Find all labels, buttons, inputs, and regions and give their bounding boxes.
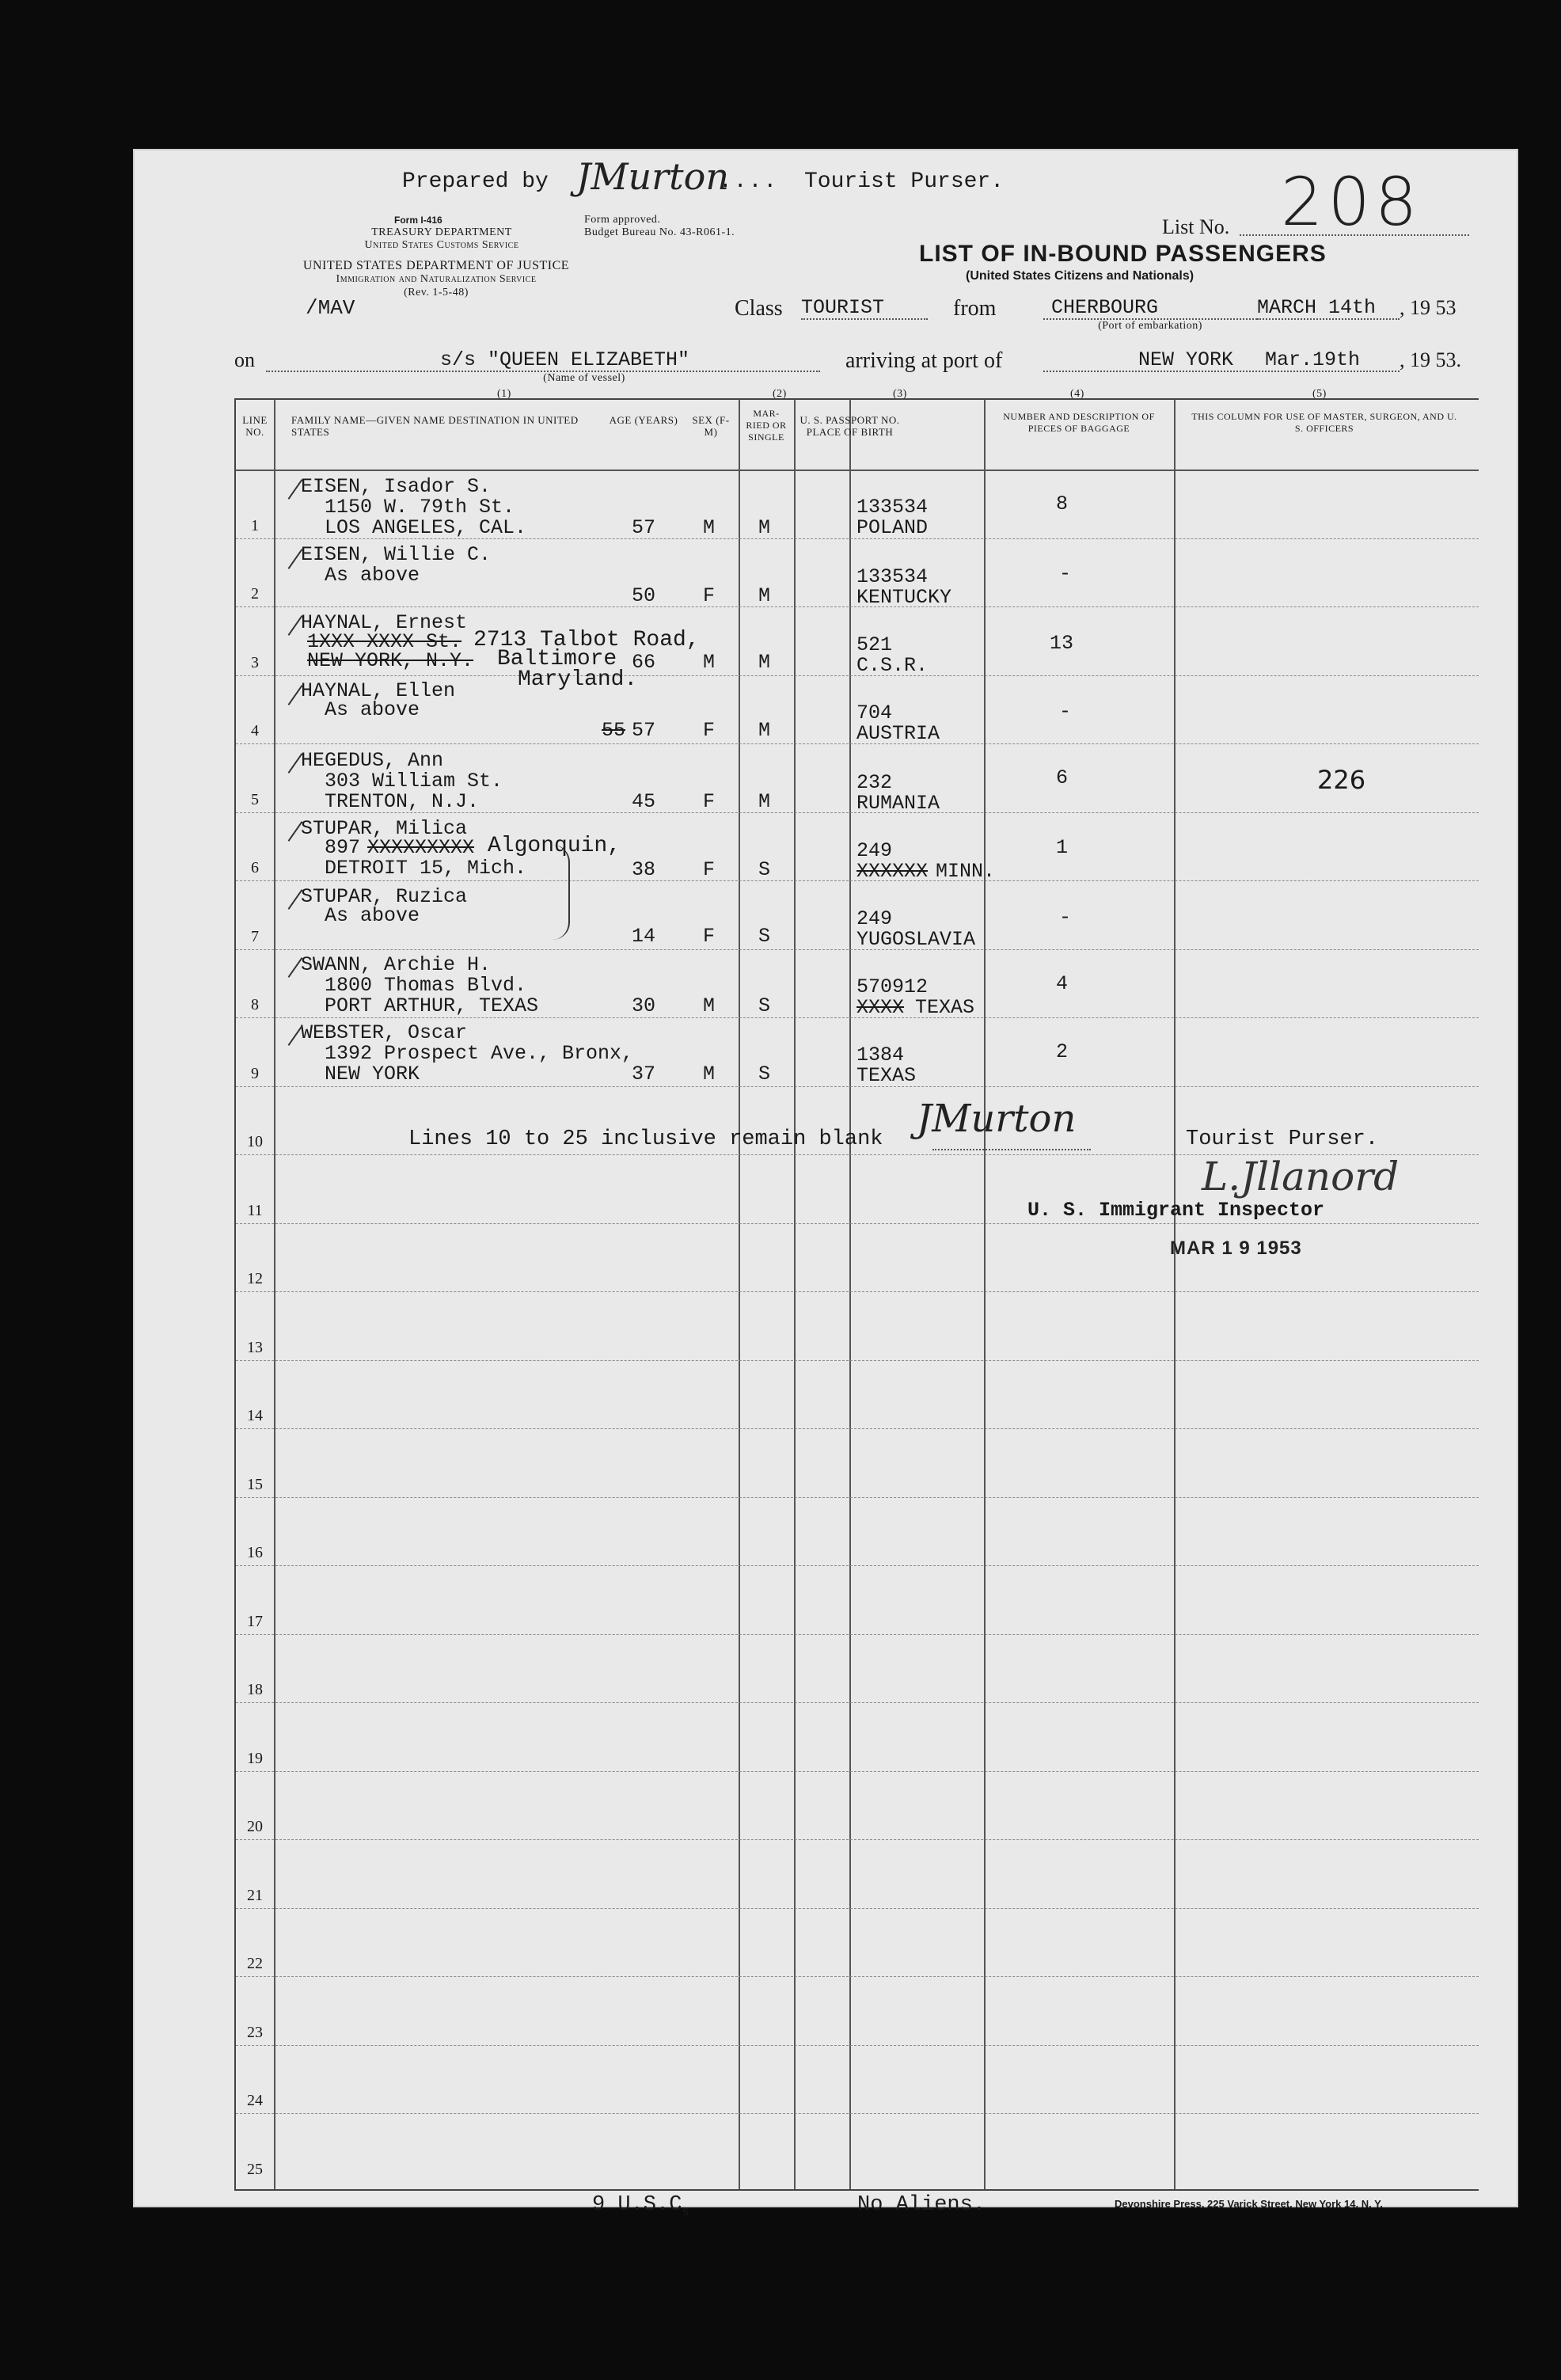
on-label: on xyxy=(234,348,255,371)
struck-address: NEW YORK, N.Y. xyxy=(307,649,474,672)
passenger-address: LOS ANGELES, CAL. xyxy=(325,516,527,539)
passport-number: 249 xyxy=(856,907,893,930)
passenger-sex: M xyxy=(703,516,716,539)
arriving-label: arriving at port of xyxy=(845,348,1003,373)
birthplace: POLAND xyxy=(856,516,929,539)
col-header-sex: SEX (F-M) xyxy=(692,414,730,438)
baggage-count: 8 xyxy=(1056,492,1069,515)
birthplace: YUGOSLAVIA xyxy=(856,928,976,951)
departure-year: , 19 53 xyxy=(1400,296,1457,319)
treasury-label: TREASURY DEPARTMENT xyxy=(371,226,512,238)
list-number: 208 xyxy=(1281,163,1422,241)
bracket-mark xyxy=(553,845,570,940)
manifest-page: Prepared by JMurton .... Tourist Purser. Form I-416 TREASURY DEPARTMENT United States Customs Service UNITED STATES DEPARTMENT OF JUSTICE Immigration and Naturalization Service (Rev. 1-5-48) /MAV Form approved. Budget Bureau No. 43-R061-1. List No. 208 LIST OF IN-BOUND PASSENGERS (United States Citizens and Nationals) Class TOURIST from CHERBOURG (Port of embarkation) MARCH 14th , 19 53 on s/s "QUEEN ELIZABETH" (Name of vessel) arriving at port of NEW YORK Mar.19th , 19 53. (1) (2) (3) (4) (5) LINE NO. FAMILY NAME—GIVEN NAME DESTINATION IN UNITED STATES AGE (YEARS) SEX (F-M) MAR- RIED OR SINGLE U. S. PASSPORT NO. PLACE OF BIRTH NUMBER AND DESCRIPTION OF PIECES OF BAGGAGE THIS COLUMN FOR USE OF MASTER, SURGEON, AND U. S. OFFICERS 1 2 3 4 5 6 7 8 9 10 11 12 13 14 15 16 17 18 19 20 21 22 23 24 25 EISEN, Isador S. 1150 W. 79th St. LOS ANGELES, CAL. 57 M M 133534 POLAND 8 EISEN, Willie C. As above 50 F M 133534 KENTUCKY - HAYNAL, Ernest 1XXX XXXX St. 2713 Talbot Road, NEW YORK, N.Y. Baltimore Maryland. 66 M M 521 C.S.R. 13 HAYNAL, Ellen As above 55 57 F M 704 AUSTRIA - HEGEDUS, Ann 303 William St. TRENTON, N.J. 45 F M 232 RUMANIA 6 226 STUPAR, Milica 897 XXXXXXXXX Algonquin, DETROIT 15, Mich. 38 F S 249 XXXXXX MINN. 1 STUPAR, Ruzica As above 14 F S 249 YUGOSLAVIA - SWANN, Archie H. 1800 Thomas Blvd. PORT ARTHUR, TEXAS 30 M S 570912 XXXX TEXAS 4 WEBSTER, Oscar 1392 Prospect Ave., Bronx, NEW YORK 37 M S 1384 TEXAS 2 Lines 10 to 25 inclusive remain blank JMurton Tourist Purser. L.Jllanord U. S. Immigrant Inspector MAR 1 9 1953 9 $U.S.C_s$ No Aliens. Devonshire Press, 225 Varick Street, New York 14, N. Y. xyxy=(133,149,1518,2207)
passenger-address: As above xyxy=(325,698,420,721)
passenger-address: NEW YORK xyxy=(325,1063,420,1085)
passenger-address: As above xyxy=(325,564,420,587)
passenger-address: 303 William St. xyxy=(325,770,503,793)
manifest-title: LIST OF IN-BOUND PASSENGERS xyxy=(919,241,1327,267)
col-num-4: (4) xyxy=(1070,388,1084,400)
arrival-port: NEW YORK xyxy=(1138,348,1234,371)
birthplace: AUSTRIA xyxy=(856,722,940,745)
passenger-age: 57 xyxy=(632,719,656,742)
line-number: 3 xyxy=(251,654,259,671)
port-of-embarkation: CHERBOURG xyxy=(1051,296,1159,319)
passenger-address: Maryland. xyxy=(518,667,638,692)
passenger-sex: F xyxy=(703,584,716,607)
col-header-married: MAR- RIED OR SINGLE xyxy=(746,408,787,443)
no-aliens-note: No Aliens. xyxy=(857,2193,986,2217)
line-number: 16 xyxy=(247,1544,263,1561)
passenger-age: 37 xyxy=(632,1063,656,1085)
passenger-name: EISEN, Willie C. xyxy=(301,543,492,566)
line-number: 11 xyxy=(247,1202,263,1219)
uscs-label: 9 $U.S.C_s$ xyxy=(592,2193,690,2219)
passenger-name: WEBSTER, Oscar xyxy=(301,1021,468,1044)
initials: /MAV xyxy=(306,296,355,320)
closing-purser-signature: JMurton xyxy=(917,1097,1077,1141)
passenger-name: STUPAR, Ruzica xyxy=(301,885,468,908)
passenger-name: HAYNAL, Ellen xyxy=(301,679,456,702)
ins-label: Immigration and Naturalization Service xyxy=(336,273,537,285)
printer-credit: Devonshire Press, 225 Varick Street, New York 14, N. Y. xyxy=(1115,2198,1383,2210)
passenger-table xyxy=(234,398,1479,2191)
vessel-name: s/s "QUEEN ELIZABETH" xyxy=(440,348,690,371)
customs-label: United States Customs Service xyxy=(364,239,519,251)
birthplace: TEXAS xyxy=(856,1064,917,1087)
passenger-marital: S xyxy=(758,1063,771,1085)
class-label: Class xyxy=(735,296,783,321)
passenger-age: 50 xyxy=(632,584,656,607)
passport-number: 232 xyxy=(856,771,893,794)
arrival-year: , 19 53. xyxy=(1400,348,1461,371)
struck-birthplace: XXXX xyxy=(856,996,905,1019)
passenger-marital: S xyxy=(758,994,771,1017)
baggage-count: 2 xyxy=(1056,1040,1069,1063)
passport-number: 133534 xyxy=(856,565,929,588)
passenger-address: DETROIT 15, Mich. xyxy=(325,857,527,880)
purser-signature: JMurton xyxy=(576,155,729,198)
col-header-name: FAMILY NAME—GIVEN NAME DESTINATION IN UNITED STATES xyxy=(291,414,579,438)
col-header-passport: U. S. PASSPORT NO. PLACE OF BIRTH xyxy=(799,414,900,438)
passport-number: 133534 xyxy=(856,496,929,519)
passenger-address: Baltimore xyxy=(497,647,617,671)
struck-age: 55 xyxy=(602,719,626,742)
form-number: Form I-416 xyxy=(394,215,442,226)
passenger-marital: M xyxy=(758,516,771,539)
passenger-address: 2713 Talbot Road, xyxy=(473,628,700,652)
passenger-marital: M xyxy=(758,790,771,813)
baggage-count: - xyxy=(1059,700,1072,723)
passenger-sex: F xyxy=(703,858,716,881)
prepared-by-label: Prepared by xyxy=(402,169,549,194)
passport-number: 1384 xyxy=(856,1044,905,1066)
passenger-name: HEGEDUS, Ann xyxy=(301,749,444,772)
passenger-address: PORT ARTHUR, TEXAS xyxy=(325,994,539,1017)
passenger-address: 1800 Thomas Blvd. xyxy=(325,974,527,997)
purser-title: Tourist Purser. xyxy=(804,169,1005,194)
line-number: 2 xyxy=(251,585,259,603)
line-number: 10 xyxy=(247,1133,263,1150)
passenger-marital: M xyxy=(758,719,771,742)
justice-label: UNITED STATES DEPARTMENT OF JUSTICE xyxy=(302,259,570,272)
rev-label: (Rev. 1-5-48) xyxy=(404,287,469,298)
line-number: 9 xyxy=(251,1065,259,1082)
passenger-marital: S xyxy=(758,858,771,881)
passenger-name: EISEN, Isador S. xyxy=(301,475,492,498)
line-number: 25 xyxy=(247,2161,263,2178)
line-number: 1 xyxy=(251,517,259,534)
line-number: 19 xyxy=(247,1750,263,1767)
line-number: 20 xyxy=(247,1818,263,1835)
inspector-signature: L.Jllanord xyxy=(1202,1154,1400,1200)
passenger-sex: M xyxy=(703,651,716,674)
passenger-address: As above xyxy=(325,904,420,927)
col-num-3: (3) xyxy=(893,388,907,400)
line-number: 13 xyxy=(247,1339,263,1356)
from-label: from xyxy=(953,296,997,321)
struck-address: 1XXX XXXX St. xyxy=(307,630,462,653)
passenger-sex: F xyxy=(703,790,716,813)
passenger-name: HAYNAL, Ernest xyxy=(301,611,468,634)
birthplace: C.S.R. xyxy=(856,654,929,677)
col-header-officers: THIS COLUMN FOR USE OF MASTER, SURGEON, AND U. S. OFFICERS xyxy=(1191,411,1457,434)
line-number: 6 xyxy=(251,859,259,876)
line-number: 7 xyxy=(251,928,259,945)
passenger-age: 57 xyxy=(632,516,656,539)
passenger-sex: M xyxy=(703,994,716,1017)
arrival-date: Mar.19th xyxy=(1265,348,1361,371)
passenger-marital: S xyxy=(758,925,771,948)
blank-lines-note: Lines 10 to 25 inclusive remain blank xyxy=(408,1127,883,1151)
col-num-2: (2) xyxy=(773,388,787,400)
inspector-title: U. S. Immigrant Inspector xyxy=(1027,1199,1325,1222)
line-number: 21 xyxy=(247,1887,263,1904)
birthplace: KENTUCKY xyxy=(856,586,952,609)
struck-birthplace: XXXXXX xyxy=(856,860,929,883)
passenger-sex: M xyxy=(703,1063,716,1085)
line-number: 12 xyxy=(247,1270,263,1287)
line-number: 5 xyxy=(251,791,259,808)
list-no-label: List No. xyxy=(1162,215,1230,238)
line-number: 17 xyxy=(247,1613,263,1630)
passenger-age: 30 xyxy=(632,994,656,1017)
struck-address: XXXXXXXXX xyxy=(367,836,475,859)
line-number: 18 xyxy=(247,1681,263,1698)
class-value: TOURIST xyxy=(801,296,885,319)
col-header-line-no: LINE NO. xyxy=(242,414,268,438)
baggage-count: 4 xyxy=(1056,972,1069,995)
birthplace: TEXAS xyxy=(915,996,975,1019)
passenger-sex: F xyxy=(703,925,716,948)
passenger-name: SWANN, Archie H. xyxy=(301,953,492,976)
birthplace: RUMANIA xyxy=(856,792,940,815)
baggage-count: - xyxy=(1059,562,1072,585)
line-number: 15 xyxy=(247,1476,263,1493)
date-stamp: MAR 1 9 1953 xyxy=(1170,1238,1302,1259)
line-number: 14 xyxy=(247,1407,263,1424)
passport-number: 521 xyxy=(856,633,893,656)
passport-number: 704 xyxy=(856,701,893,724)
passenger-age: 14 xyxy=(632,925,656,948)
passport-number: 570912 xyxy=(856,975,929,998)
manifest-subtitle: (United States Citizens and Nationals) xyxy=(966,269,1194,283)
form-approved: Form approved. xyxy=(584,214,661,226)
col-num-1: (1) xyxy=(497,388,511,400)
officer-note: 226 xyxy=(1317,765,1366,795)
line-number: 22 xyxy=(247,1955,263,1972)
passenger-marital: M xyxy=(758,584,771,607)
passenger-name: STUPAR, Milica xyxy=(301,817,468,840)
passenger-marital: M xyxy=(758,651,771,674)
line-number: 8 xyxy=(251,996,259,1013)
line-number: 24 xyxy=(247,2092,263,2109)
passenger-address: 897 xyxy=(325,836,361,859)
passenger-sex: F xyxy=(703,719,716,742)
closing-purser-title: Tourist Purser. xyxy=(1186,1127,1379,1151)
baggage-count: - xyxy=(1059,906,1072,929)
passenger-address: 1392 Prospect Ave., Bronx, xyxy=(325,1042,634,1065)
birthplace: MINN. xyxy=(936,860,996,883)
col-num-5: (5) xyxy=(1312,388,1327,400)
passenger-age: 66 xyxy=(632,651,656,674)
baggage-count: 6 xyxy=(1056,766,1069,789)
baggage-count: 1 xyxy=(1056,836,1069,859)
line-number: 23 xyxy=(247,2024,263,2041)
passenger-address: 1150 W. 79th St. xyxy=(325,496,515,519)
line-number: 4 xyxy=(251,722,259,739)
col-header-baggage: NUMBER AND DESCRIPTION OF PIECES OF BAGGAGE xyxy=(1003,411,1155,434)
passenger-age: 38 xyxy=(632,858,656,881)
passenger-address: TRENTON, N.J. xyxy=(325,790,480,813)
budget-bureau: Budget Bureau No. 43-R061-1. xyxy=(584,226,735,238)
passenger-age: 45 xyxy=(632,790,656,813)
port-caption: (Port of embarkation) xyxy=(1098,320,1202,332)
col-header-age: AGE (YEARS) xyxy=(609,414,678,426)
departure-date: MARCH 14th xyxy=(1257,296,1377,319)
passenger-address: Algonquin, xyxy=(488,834,621,858)
baggage-count: 13 xyxy=(1050,632,1074,655)
passport-number: 249 xyxy=(856,839,893,862)
vessel-caption: (Name of vessel) xyxy=(543,372,625,384)
